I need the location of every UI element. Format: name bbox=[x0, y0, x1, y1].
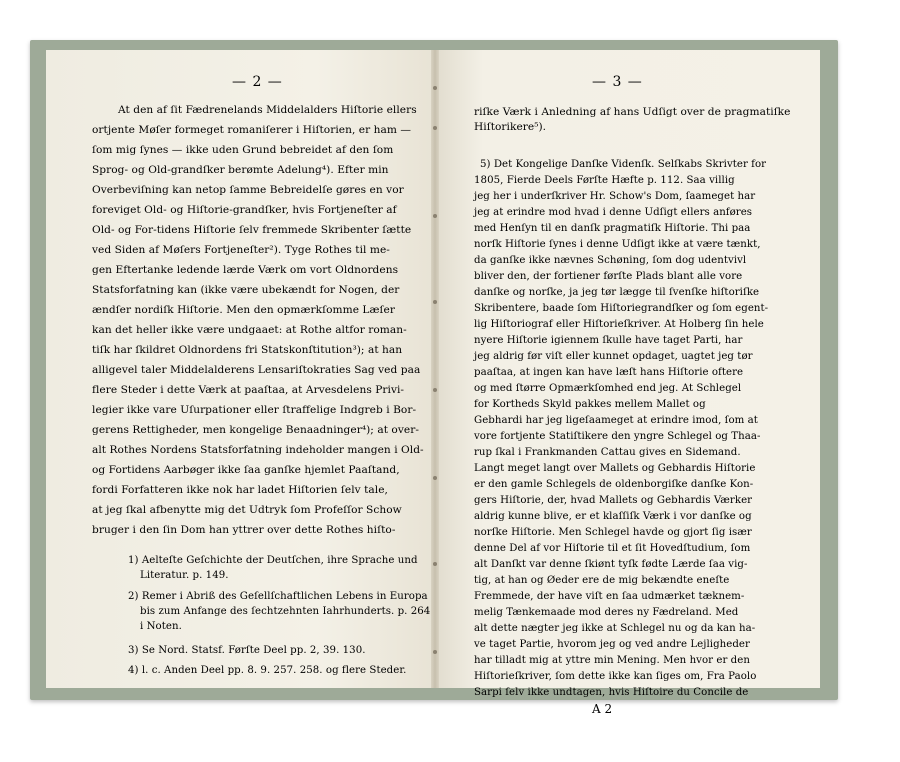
footnote-line: er den gamle Schlegels de oldenborgiſke danſke Kon- bbox=[474, 479, 754, 490]
footnote-line: alt dette nægter jeg ikke at Schlegel nu og da kan ha- bbox=[474, 623, 756, 634]
footnote-line: jeg her i underſkriver Hr. Schow's Dom, ſaameget har bbox=[474, 191, 756, 202]
text-line: Sprog- og Old-grandſker berømte Adelung⁴). Efter min bbox=[92, 164, 389, 176]
footnote-line: alt Danſkt var denne ſkiønt tyſk fødte Lærde ſaa vig- bbox=[474, 559, 748, 570]
stitch-mark bbox=[433, 126, 437, 130]
text-line: Overbeviſning kan netop ſamme Bebreidelſe gøres en vor bbox=[92, 184, 404, 196]
footnote-line: aldrig kunne blive, er et klaſſiſk Værk i vor danſke og bbox=[474, 511, 752, 522]
page-number: — 2 — bbox=[232, 74, 283, 90]
stitch-mark bbox=[433, 214, 437, 218]
text-line: og Fortidens Aarbøger ikke ſaa ganſke hjemlet Paaſtand, bbox=[92, 464, 400, 476]
stitch-mark bbox=[433, 388, 437, 392]
text-line: legier ikke vare Uſurpationer eller ſtraffelige Indgreb i Bor- bbox=[92, 404, 417, 416]
footnote-line: norſke Hiſtorie. Men Schlegel havde og gjort ſig især bbox=[474, 527, 752, 538]
text-line: Statsforfatning kan (ikke være ubekændt for Nogen, der bbox=[92, 284, 400, 296]
footnote-line: 3) Se Nord. Statsf. Førſte Deel pp. 2, 39. 130. bbox=[128, 645, 366, 656]
footnote-line: 1) Aelteſte Geſchichte der Deutſchen, ihre Sprache und bbox=[128, 555, 418, 566]
footnote-line: ve taget Partie, hvorom jeg og ved andre Lejligheder bbox=[474, 639, 750, 650]
footnote-line: og med ſtørre Opmærkſomhed end jeg. At Schlegel bbox=[474, 383, 742, 394]
text-line: flere Steder i dette Værk at paaſtaa, at Arvesdelens Privi- bbox=[92, 384, 405, 396]
footnote-line: Skribentere, baade ſom Hiſtoriegrandſker og ſom egent- bbox=[474, 303, 769, 314]
footnote-line: denne Del af vor Hiſtorie til et ſit Hovedſtudium, ſom bbox=[474, 543, 751, 554]
footnote-line: har tilladt mig at yttre min Mening. Men hvor er den bbox=[474, 655, 750, 666]
stitch-mark bbox=[433, 650, 437, 654]
text-line: riſke Værk i Anledning af hans Udſigt over de pragmatiſke bbox=[474, 106, 791, 118]
footnote-line: 4) l. c. Anden Deel pp. 8. 9. 257. 258. og flere Steder. bbox=[128, 665, 407, 676]
text-line: fordi Forfatteren ikke nok har ladet Hiſtorien ſelv tale, bbox=[92, 484, 388, 496]
footnote-line: 5) Det Kongelige Danſke Videnſk. Selſkabs Skrivter for bbox=[480, 159, 767, 170]
footnote-line: Gebhardi har jeg ligeſaameget at erindre imod, ſom at bbox=[474, 415, 758, 426]
text-line: Old- og For-tidens Hiſtorie ſelv fremmede Skribenter ſætte bbox=[92, 224, 412, 236]
signature-mark: A 2 bbox=[592, 702, 613, 716]
footnote-line: rup ſkal i Frankmanden Cattau gives en Sidemand. bbox=[474, 447, 741, 458]
text-line: alligevel taler Middelalderens Lensariſtokraties Sag ved paa bbox=[92, 364, 421, 376]
footnote-line: bis zum Anfange des ſechtzehnten Iahrhunderts. p. 264 bbox=[140, 606, 431, 617]
footnote-line: danſke og norſke, ja jeg tør lægge til ſvenſke hiſtoriſke bbox=[474, 287, 760, 298]
footnote-line: Hiſtorieſkriver, ſom dette ikke kan ſiges om, Fra Paolo bbox=[474, 671, 757, 682]
footnote-line: jeg at erindre mod hvad i denne Udſigt ellers anføres bbox=[474, 207, 753, 218]
footnote-line: 2) Remer i Abriß des Geſellſchaftlichen Lebens in Europa bbox=[128, 591, 428, 602]
footnote-line: for Kortheds Skyld pakkes mellem Mallet og bbox=[474, 399, 706, 410]
footnote-line: tig, at han og Øeder ere de mig bekændte eneſte bbox=[474, 575, 730, 586]
text-line: foreviget Old- og Hiſtorie-grandſker, hvis Fortjeneſter af bbox=[92, 204, 397, 216]
stitch-mark bbox=[433, 562, 437, 566]
footnote-line: norſk Hiſtorie ſynes i denne Udſigt ikke at være tænkt, bbox=[474, 239, 761, 250]
book-gutter bbox=[431, 50, 439, 688]
text-line: ved Siden af Møſers Fortjeneſter²). Tyge Rothes til me- bbox=[92, 244, 390, 256]
text-line: ſom mig ſynes — ikke uden Grund bebreidet af den ſom bbox=[92, 144, 394, 156]
footnote-line: bliver den, der fortiener førſte Plads blant alle vore bbox=[474, 271, 743, 282]
text-line: At den af ſit Fædrenelands Middelalders Hiſtorie ellers bbox=[118, 104, 417, 116]
stitch-mark bbox=[433, 300, 437, 304]
stitch-mark bbox=[433, 86, 437, 90]
text-line: Hiſtorikere⁵). bbox=[474, 121, 547, 133]
footnote-line: vore fortjente Statiſtikere den yngre Schlegel og Thaa- bbox=[474, 431, 761, 442]
stitch-mark bbox=[433, 476, 437, 480]
text-line: kan det heller ikke være undgaaet: at Rothe altfor roman- bbox=[92, 324, 407, 336]
footnote-line: med Henſyn til en danſk pragmatiſk Hiſtorie. Thi paa bbox=[474, 223, 751, 234]
footnote-line: 1805, Fierde Deels Førſte Hæfte p. 112. Saa villig bbox=[474, 175, 735, 186]
page-number: — 3 — bbox=[592, 74, 643, 90]
footnote-line: i Noten. bbox=[140, 621, 182, 632]
text-line: ortjente Møſer formeget romaniſerer i Hiſtorien, er ham — bbox=[92, 124, 412, 136]
text-line: alt Rothes Nordens Statsforfatning indeholder mangen i Old- bbox=[92, 444, 424, 456]
text-line: gen Eftertanke ledende lærde Værk om vort Oldnordens bbox=[92, 264, 399, 276]
footnote-line: lig Hiſtoriograf eller Hiſtorieſkriver. At Holberg ſin hele bbox=[474, 319, 764, 330]
footnote-line: gers Hiſtorie, der, hvad Mallets og Gebhardis Værker bbox=[474, 495, 753, 506]
footnote-line: Langt meget langt over Mallets og Gebhardis Hiſtorie bbox=[474, 463, 756, 474]
footnote-line: Literatur. p. 149. bbox=[140, 570, 229, 581]
footnote-line: melig Tænkemaade mod deres ny Fædreland. Med bbox=[474, 607, 739, 618]
footnote-line: paaſtaa, at ingen kan have læſt hans Hiſtorie oftere bbox=[474, 367, 744, 378]
footnote-line: da ganſke ikke nævnes Schøning, ſom dog udentvivl bbox=[474, 255, 747, 266]
text-line: ændſer nordiſk Hiſtorie. Men den opmærkſomme Læſer bbox=[92, 304, 395, 316]
footnote-line: Sarpi ſelv ikke undtagen, hvis Hiſtoire du Concile de bbox=[474, 687, 749, 698]
text-line: at jeg ſkal afbenytte mig det Udtryk ſom Profeſſor Schow bbox=[92, 504, 402, 516]
footnote-line: nyere Hiſtorie igiennem ſkulle have taget Parti, har bbox=[474, 335, 743, 346]
text-line: tiſk har ſkildret Oldnordens fri Statskonſtitution³); at han bbox=[92, 344, 403, 356]
footnote-line: jeg aldrig før viſt eller kunnet opdaget, uagtet jeg tør bbox=[474, 351, 753, 362]
footnote-line: Fremmede, der have viſt en ſaa udmærket tæknem- bbox=[474, 591, 745, 602]
text-line: gerens Rettigheder, men kongelige Benaadninger⁴); at over- bbox=[92, 424, 419, 436]
text-line: bruger i den ſin Dom han yttrer over dette Rothes hiſto- bbox=[92, 524, 396, 536]
